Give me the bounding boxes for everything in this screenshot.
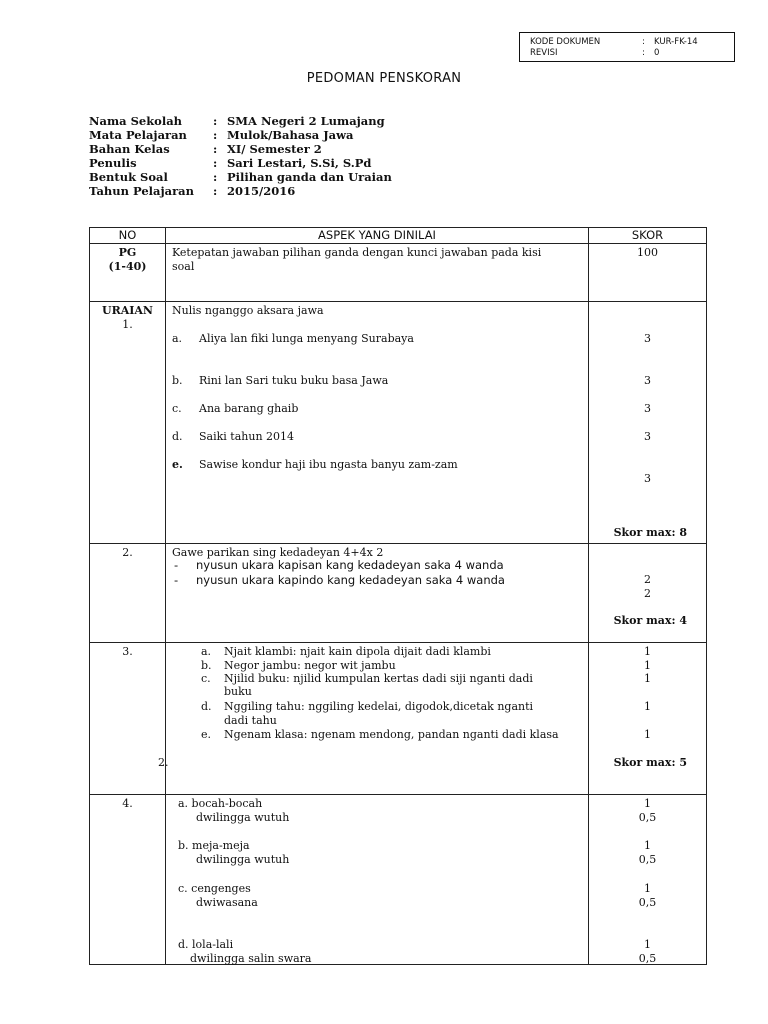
item-score: 1 bbox=[644, 938, 651, 951]
pg-score: 100 bbox=[637, 246, 658, 259]
pg-range-label: (1-40) bbox=[108, 260, 147, 273]
identity-value: XI/ Semester 2 bbox=[227, 142, 322, 156]
identity-value: SMA Negeri 2 Lumajang bbox=[227, 114, 385, 128]
item-text: Negor jambu: negor wit jambu bbox=[224, 659, 396, 672]
identity-block bbox=[89, 114, 392, 198]
item-text: Saiki tahun 2014 bbox=[199, 430, 295, 443]
identity-label: Tahun Pelajaran bbox=[89, 184, 194, 198]
pg-no-cell bbox=[90, 244, 166, 302]
item-score: 0,5 bbox=[638, 853, 657, 866]
uraian4-number: 4. bbox=[122, 797, 133, 810]
identity-value: Sari Lestari, S.Si, S.Pd bbox=[227, 156, 372, 170]
item-letter: d. bbox=[172, 430, 183, 443]
item-score: 1 bbox=[644, 672, 651, 685]
item-word: d. lola-lali bbox=[178, 938, 234, 951]
item-type: dwilingga salin swara bbox=[190, 952, 312, 965]
table-row-uraian-3 bbox=[90, 643, 707, 795]
kode-dokumen-label: KODE DOKUMEN bbox=[530, 37, 601, 47]
uraian3-skor-cell bbox=[589, 643, 707, 795]
identity-label: Mata Pelajaran bbox=[89, 128, 187, 142]
identity-label: Penulis bbox=[89, 156, 137, 170]
identity-row-mata-pelajaran bbox=[89, 128, 392, 142]
identity-value: 2015/2016 bbox=[227, 184, 296, 198]
table-row-uraian-2 bbox=[90, 544, 707, 643]
uraian2-aspek-cell bbox=[166, 544, 589, 643]
item-letter: c. bbox=[172, 402, 182, 415]
item-text-cont: buku bbox=[224, 685, 252, 698]
item-letter: b. bbox=[172, 374, 183, 387]
item-word: b. meja-meja bbox=[178, 839, 250, 852]
item-letter: e. bbox=[172, 458, 183, 471]
item-score: 3 bbox=[644, 332, 651, 345]
kode-dokumen-separator: : bbox=[642, 37, 645, 47]
item-text: Ngenam klasa: ngenam mendong, pandan nganti dadi klasa bbox=[224, 728, 559, 741]
revisi-separator: : bbox=[642, 48, 645, 58]
item-type: dwilingga wutuh bbox=[196, 853, 290, 866]
item-score: 0,5 bbox=[638, 811, 657, 824]
item-type: dwilingga wutuh bbox=[196, 811, 290, 824]
item-score: 1 bbox=[644, 645, 651, 658]
item-score: 3 bbox=[644, 374, 651, 387]
stray-number: 2. bbox=[158, 756, 169, 769]
identity-separator: : bbox=[213, 156, 218, 170]
uraian4-aspek-cell bbox=[166, 795, 589, 965]
item-letter: a. bbox=[201, 645, 212, 658]
table-row-uraian-1 bbox=[90, 302, 707, 544]
item-text: nyusun ukara kapisan kang kedadeyan saka 4 wanda bbox=[196, 558, 504, 572]
revisi-value: 0 bbox=[654, 48, 660, 58]
identity-separator: : bbox=[213, 114, 218, 128]
item-score: 3 bbox=[644, 430, 651, 443]
item-text-cont: dadi tahu bbox=[224, 714, 277, 727]
table-header-row bbox=[90, 228, 707, 244]
identity-label: Bentuk Soal bbox=[89, 170, 168, 184]
table-row-pg bbox=[90, 244, 707, 302]
identity-row-bentuk-soal bbox=[89, 170, 392, 184]
item-text: Njait klambi: njait kain dipola dijait dadi klambi bbox=[224, 645, 491, 658]
identity-value: Pilihan ganda dan Uraian bbox=[227, 170, 392, 184]
document-code-box bbox=[519, 32, 735, 62]
identity-row-tahun-pelajaran bbox=[89, 184, 392, 198]
uraian1-intro: Nulis nganggo aksara jawa bbox=[172, 304, 324, 317]
identity-value: Mulok/Bahasa Jawa bbox=[227, 128, 354, 142]
identity-row-bahan-kelas bbox=[89, 142, 392, 156]
skor-max-label: Skor max: 5 bbox=[613, 756, 687, 769]
item-score: 1 bbox=[644, 700, 651, 713]
item-text: Aliya lan fiki lunga menyang Surabaya bbox=[199, 332, 414, 345]
item-text: Njilid buku: njilid kumpulan kertas dadi siji nganti dadi bbox=[224, 672, 533, 685]
uraian1-aspek-cell bbox=[166, 302, 589, 544]
identity-separator: : bbox=[213, 184, 218, 198]
item-score: 3 bbox=[644, 402, 651, 415]
uraian2-skor-cell bbox=[589, 544, 707, 643]
item-score: 1 bbox=[644, 882, 651, 895]
item-letter: b. bbox=[201, 659, 212, 672]
item-letter: d. bbox=[201, 700, 212, 713]
header-no: NO bbox=[90, 228, 166, 244]
bullet-dash: - bbox=[174, 558, 179, 572]
uraian2-intro: Gawe parikan sing kedadeyan 4+4x 2 bbox=[172, 546, 384, 559]
item-text: Nggiling tahu: nggiling kedelai, digodok,dicetak nganti bbox=[224, 700, 534, 713]
uraian4-skor-cell bbox=[589, 795, 707, 965]
item-score: 0,5 bbox=[638, 896, 657, 909]
item-type: dwiwasana bbox=[196, 896, 258, 909]
item-score: 1 bbox=[644, 659, 651, 672]
item-score: 1 bbox=[644, 797, 651, 810]
item-text: Ana barang ghaib bbox=[199, 402, 299, 415]
item-letter: e. bbox=[201, 728, 212, 741]
table-row-uraian-4 bbox=[90, 795, 707, 965]
scoring-table bbox=[89, 227, 707, 965]
item-word: c. cengenges bbox=[178, 882, 251, 895]
item-score: 3 bbox=[644, 472, 651, 485]
item-score: 2 bbox=[644, 587, 651, 600]
kode-dokumen-value: KUR-FK-14 bbox=[654, 37, 698, 47]
uraian1-no-cell bbox=[90, 302, 166, 544]
identity-separator: : bbox=[213, 128, 218, 142]
uraian2-no-cell bbox=[90, 544, 166, 643]
item-score: 1 bbox=[644, 839, 651, 852]
header-aspek: ASPEK YANG DINILAI bbox=[166, 228, 589, 244]
item-text: Sawise kondur haji ibu ngasta banyu zam-zam bbox=[199, 458, 458, 471]
identity-separator: : bbox=[213, 142, 218, 156]
page-title: PEDOMAN PENSKORAN bbox=[306, 71, 462, 86]
item-score: 2 bbox=[644, 573, 651, 586]
identity-label: Bahan Kelas bbox=[89, 142, 170, 156]
identity-row-nama-sekolah bbox=[89, 114, 392, 128]
uraian4-no-cell bbox=[90, 795, 166, 965]
bullet-dash: - bbox=[174, 573, 179, 587]
item-word: a. bocah-bocah bbox=[178, 797, 263, 810]
uraian1-number: 1. bbox=[122, 318, 133, 331]
identity-label: Nama Sekolah bbox=[89, 114, 183, 128]
pg-skor-cell bbox=[589, 244, 707, 302]
item-score: 1 bbox=[644, 728, 651, 741]
item-letter: a. bbox=[172, 332, 183, 345]
pg-aspek-cell bbox=[166, 244, 589, 302]
uraian2-number: 2. bbox=[122, 546, 133, 559]
identity-row-penulis bbox=[89, 156, 392, 170]
pg-aspek-text-cont: soal bbox=[172, 260, 195, 273]
item-score: 0,5 bbox=[638, 952, 657, 965]
skor-max-label: Skor max: 8 bbox=[613, 526, 687, 539]
item-text: nyusun ukara kapindo kang kedadeyan saka 4 wanda bbox=[196, 573, 505, 587]
identity-separator: : bbox=[213, 170, 218, 184]
uraian1-skor-cell bbox=[589, 302, 707, 544]
pg-no-label: PG bbox=[118, 246, 137, 259]
uraian-label: URAIAN bbox=[101, 304, 153, 317]
item-text: Rini lan Sari tuku buku basa Jawa bbox=[199, 374, 389, 387]
skor-max-label: Skor max: 4 bbox=[613, 614, 687, 627]
uraian3-no-cell bbox=[90, 643, 169, 795]
uraian3-number: 3. bbox=[122, 645, 133, 658]
pg-aspek-text: Ketepatan jawaban pilihan ganda dengan kunci jawaban pada kisi bbox=[172, 246, 542, 259]
header-skor: SKOR bbox=[589, 228, 707, 244]
item-letter: c. bbox=[201, 672, 211, 685]
uraian3-aspek-cell bbox=[166, 643, 589, 795]
revisi-label: REVISI bbox=[530, 48, 558, 58]
